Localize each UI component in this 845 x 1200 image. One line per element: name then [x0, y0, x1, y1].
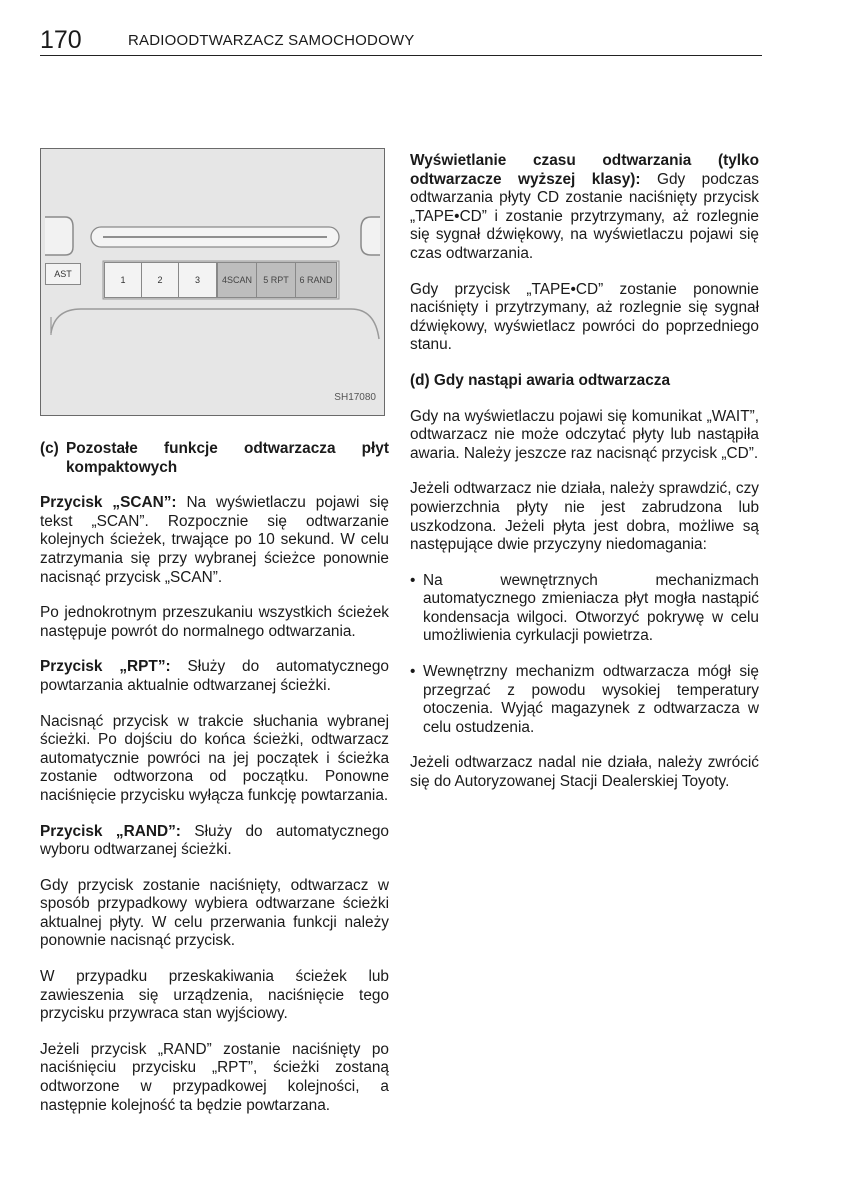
- radio-illustration: [40, 148, 385, 416]
- preset-3-button-drawing: 3: [178, 262, 217, 298]
- playback-time-paragraph: [410, 152, 759, 264]
- playback-time-paragraph-2: Gdy przycisk „TAPE•CD” zostanie ponownie naciśnięty i przytrzymany, aż rozlegnie się sygnał dźwiękowy, wyświetlacz powróci do poprzedniego stanu.: [410, 280, 759, 354]
- rand-paragraph: [40, 823, 389, 860]
- list-item: [410, 572, 759, 646]
- rand-button-drawing: 6 RAND: [295, 262, 337, 298]
- header-rule: [40, 55, 762, 56]
- subsection-d-heading: (d) Gdy nastąpi awaria odtwarzacza: [410, 371, 671, 389]
- bullet-icon: •: [410, 571, 416, 589]
- figure-code: SH17080: [334, 392, 376, 403]
- list-item-text: Na wewnętrznych mechanizmach automatycznego zmieniacza płyt mogła nastąpić kondensacja wilgoci. Otworzyć pokrywę w celu umożliwienia cyrkulacji powietrza.: [423, 571, 759, 645]
- left-column: [40, 440, 389, 1132]
- rand-text: Służy do automatycznego wyboru odtwarzanej ścieżki.: [40, 822, 389, 859]
- subsection-c-heading: [40, 440, 389, 477]
- scan-label: Przycisk „SCAN”:: [40, 494, 177, 512]
- wait-paragraph: Gdy na wyświetlaczu pojawi się komunikat „WAIT”, odtwarzacz nie może odczytać płyty lub nastąpiła awaria. Należy jeszcze raz nacisnąć przycisk „CD”.: [410, 407, 759, 462]
- bullet-icon: •: [410, 663, 416, 681]
- rand-paragraph-2: Gdy przycisk zostanie naciśnięty, odtwarzacz w sposób przypadkowy wybiera odtwarzane ścieżki aktualnej płyty. W celu przerwania funkcji należy ponownie nacisnąć przycisk.: [40, 876, 389, 950]
- ast-button-drawing: AST: [45, 263, 81, 285]
- list-item-text: Wewnętrzny mechanizm odtwarzacza mógł się przegrzać z powodu wysokiej temperatury otoczenia. Wyjąć magazynek z odtwarzacza w celu ostudzenia.: [423, 663, 759, 736]
- causes-list: [410, 572, 759, 738]
- rpt-paragraph-2: Nacisnąć przycisk w trakcie słuchania wybranej ścieżki. Po dojściu do końca ścieżki, odtwarzacz automatycznie powróci na jej początek i ścieżka zostanie odtworzona od początku. Ponowne naciśnięcie przycisku wyłącza funkcję powtarzania.: [40, 712, 389, 804]
- rand-paragraph-4: Jeżeli przycisk „RAND” zostanie naciśnięty po naciśnięciu przycisku „RPT”, ścieżki zostaną odtworzone w przypadkowej kolejności, a następnie kolejność ta będzie powtarzana.: [40, 1040, 389, 1114]
- preset-2-button-drawing: 2: [141, 262, 179, 298]
- rpt-text: Służy do automatycznego powtarzania aktualnie odtwarzanej ścieżki.: [40, 658, 389, 694]
- scan-paragraph: [40, 494, 389, 587]
- scan-button-drawing: 4SCAN: [217, 262, 257, 298]
- rpt-button-drawing: 5 RPT: [256, 262, 296, 298]
- preset-1-button-drawing: 1: [104, 262, 142, 298]
- rand-paragraph-3: W przypadku przeskakiwania ścieżek lub zawieszenia się urządzenia, naciśnięcie tego przycisku przywraca stan wyjściowy.: [40, 968, 389, 1023]
- rpt-paragraph: [40, 658, 389, 695]
- subsection-letter: (c): [40, 440, 59, 457]
- rpt-label: Przycisk „RPT”:: [40, 658, 171, 676]
- playback-time-label: Wyświetlanie czasu odtwarzania (tylko odtwarzacze wyższej klasy):: [410, 152, 759, 188]
- rand-label: Przycisk „RAND”:: [40, 822, 181, 840]
- section-title: RADIOODTWARZACZ SAMOCHODOWY: [128, 32, 415, 49]
- dealer-paragraph: Jeżeli odtwarzacz nadal nie działa, należy zwrócić się do Autoryzowanej Stacji Dealerskiej Toyoty.: [410, 754, 759, 791]
- list-item: [410, 663, 759, 737]
- page-header: [40, 26, 762, 54]
- page-number: 170: [40, 26, 82, 54]
- check-disc-paragraph: Jeżeli odtwarzacz nie działa, należy sprawdzić, czy powierzchnia płyty nie jest zabrudzona lub uszkodzona. Jeżeli płyta jest dobra, możliwe są następujące dwie przyczyny niedomagania:: [410, 480, 759, 554]
- right-column: [410, 152, 759, 809]
- scan-paragraph-2: Po jednokrotnym przeszukaniu wszystkich ścieżek następuje powrót do normalnego odtwarzania.: [40, 604, 389, 640]
- subsection-title: Pozostałe funkcje odtwarzacza płyt kompaktowych: [66, 440, 389, 476]
- scan-text: Na wyświetlaczu pojawi się tekst „SCAN”. Rozpocznie się odtwarzanie kolejnych ścieżek, trwające po 10 sekund. W celu zatrzymania się przy wybranej ścieżce ponownie nacisnąć przycisk „SCAN”.: [40, 494, 389, 586]
- playback-time-text: Gdy podczas odtwarzania płyty CD zostanie naciśnięty przycisk „TAPE•CD” i zostanie przytrzymany, aż rozlegnie się sygnał dźwiękowy, na wyświetlaczu pojawi się czas odtwarzania.: [410, 170, 760, 262]
